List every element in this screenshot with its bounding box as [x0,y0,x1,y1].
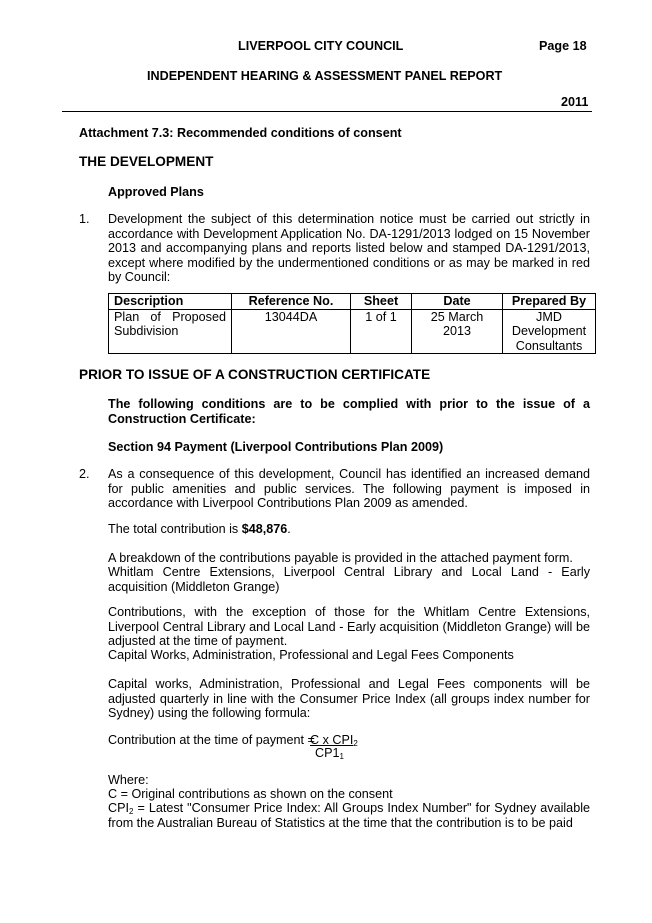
table-header-row [109,294,596,310]
c-definition: C = Original contributions as shown on the consent [108,787,393,801]
header-rule [62,111,592,112]
cpi2-definition [108,801,590,830]
whitlam-text: Whitlam Centre Extensions, Liverpool Central Library and Local Land - Early acquisition (Middleton Grange) [108,565,590,594]
numerator-subscript: 2 [353,739,358,748]
table-header: Prepared By [503,294,596,310]
total-prefix: The total contribution is [108,522,242,536]
table-cell-sheet: 1 of 1 [351,309,412,354]
report-year: 2011 [561,95,589,109]
s94-heading: Section 94 Payment (Liverpool Contributions Plan 2009) [108,440,444,454]
table-header: Date [412,294,503,310]
table-cell-description [109,309,232,354]
section-heading-development: THE DEVELOPMENT [79,154,214,169]
cpi2-text: = Latest "Consumer Price Index: All Groups Index Number" for Sydney available from the Australian Bureau of Statistics at the time that the contribution is to be paid [108,801,590,830]
table-header: Description [109,294,232,310]
table-cell-prepared-by [503,309,596,354]
formula-label: Contribution at the time of payment = [108,733,315,747]
council-name: LIVERPOOL CITY COUNCIL [238,39,404,53]
prepared-line-1: JMD [536,309,562,324]
cpi2-base: CPI [108,801,129,815]
condition-1-text: Development the subject of this determination notice must be carried out strictly in accordance with Development Application No. DA-1291/2013 lodged on 15 November 2013 and accompanying plans and reports listed below and stamped DA-1291/2013, except where modified by the undermentioned conditions or as may be marked in red by Council: [108,212,590,285]
condition-1-number: 1. [79,212,90,226]
denominator-base: CP1 [315,746,340,760]
condition-2-number: 2. [79,467,90,481]
formula-denominator [315,746,344,761]
prepared-line-2: Development [511,324,587,339]
condition-2-para1: As a consequence of this development, Council has identified an increased demand for public amenities and public services. The following payment is imposed in accordance with Liverpool Contributions Plan 2009 as amended. [108,467,590,511]
where-label: Where: [108,773,149,787]
section-heading-cc: PRIOR TO ISSUE OF A CONSTRUCTION CERTIFICATE [79,367,431,382]
table-header: Sheet [351,294,412,310]
description-line-2: Subdivision [114,324,179,339]
report-title: INDEPENDENT HEARING & ASSESSMENT PANEL REPORT [147,69,503,83]
capital-components: Capital Works, Administration, Professional and Legal Fees Components [108,648,514,662]
total-suffix: . [287,522,291,536]
description-word: Plan [114,309,140,324]
page-number: Page 18 [539,39,587,53]
description-word: Proposed [172,309,226,324]
breakdown-text: A breakdown of the contributions payable is provided in the attached payment form. [108,551,573,565]
attachment-title: Attachment 7.3: Recommended conditions of consent [79,126,402,140]
table-header: Reference No. [232,294,351,310]
cpi2-subscript: 2 [129,807,134,816]
total-contribution [108,522,291,537]
approved-plans-heading: Approved Plans [108,185,204,199]
approved-plans-table [108,293,596,354]
description-word: of [150,309,161,324]
description-line-1 [114,310,226,325]
numerator-base: C x CPI [310,733,354,747]
cc-intro: The following conditions are to be complied with prior to the issue of a Construction Certificate: [108,397,590,426]
denominator-subscript: 1 [339,752,344,761]
table-cell-date: 25 March 2013 [412,309,503,354]
total-amount: $48,876 [241,522,288,536]
adjust-paragraph: Contributions, with the exception of those for the Whitlam Centre Extensions, Liverpool Central Library and Local Land - Early acquisition (Middleton Grange) will be adjusted at the time of payment. [108,605,590,649]
prepared-line-3: Consultants [515,338,583,353]
table-row [109,309,596,354]
capital-paragraph: Capital works, Administration, Professional and Legal Fees components will be adjusted quarterly in line with the Consumer Price Index (all groups index number for Sydney) using the following formula: [108,677,590,721]
table-cell-reference: 13044DA [232,309,351,354]
